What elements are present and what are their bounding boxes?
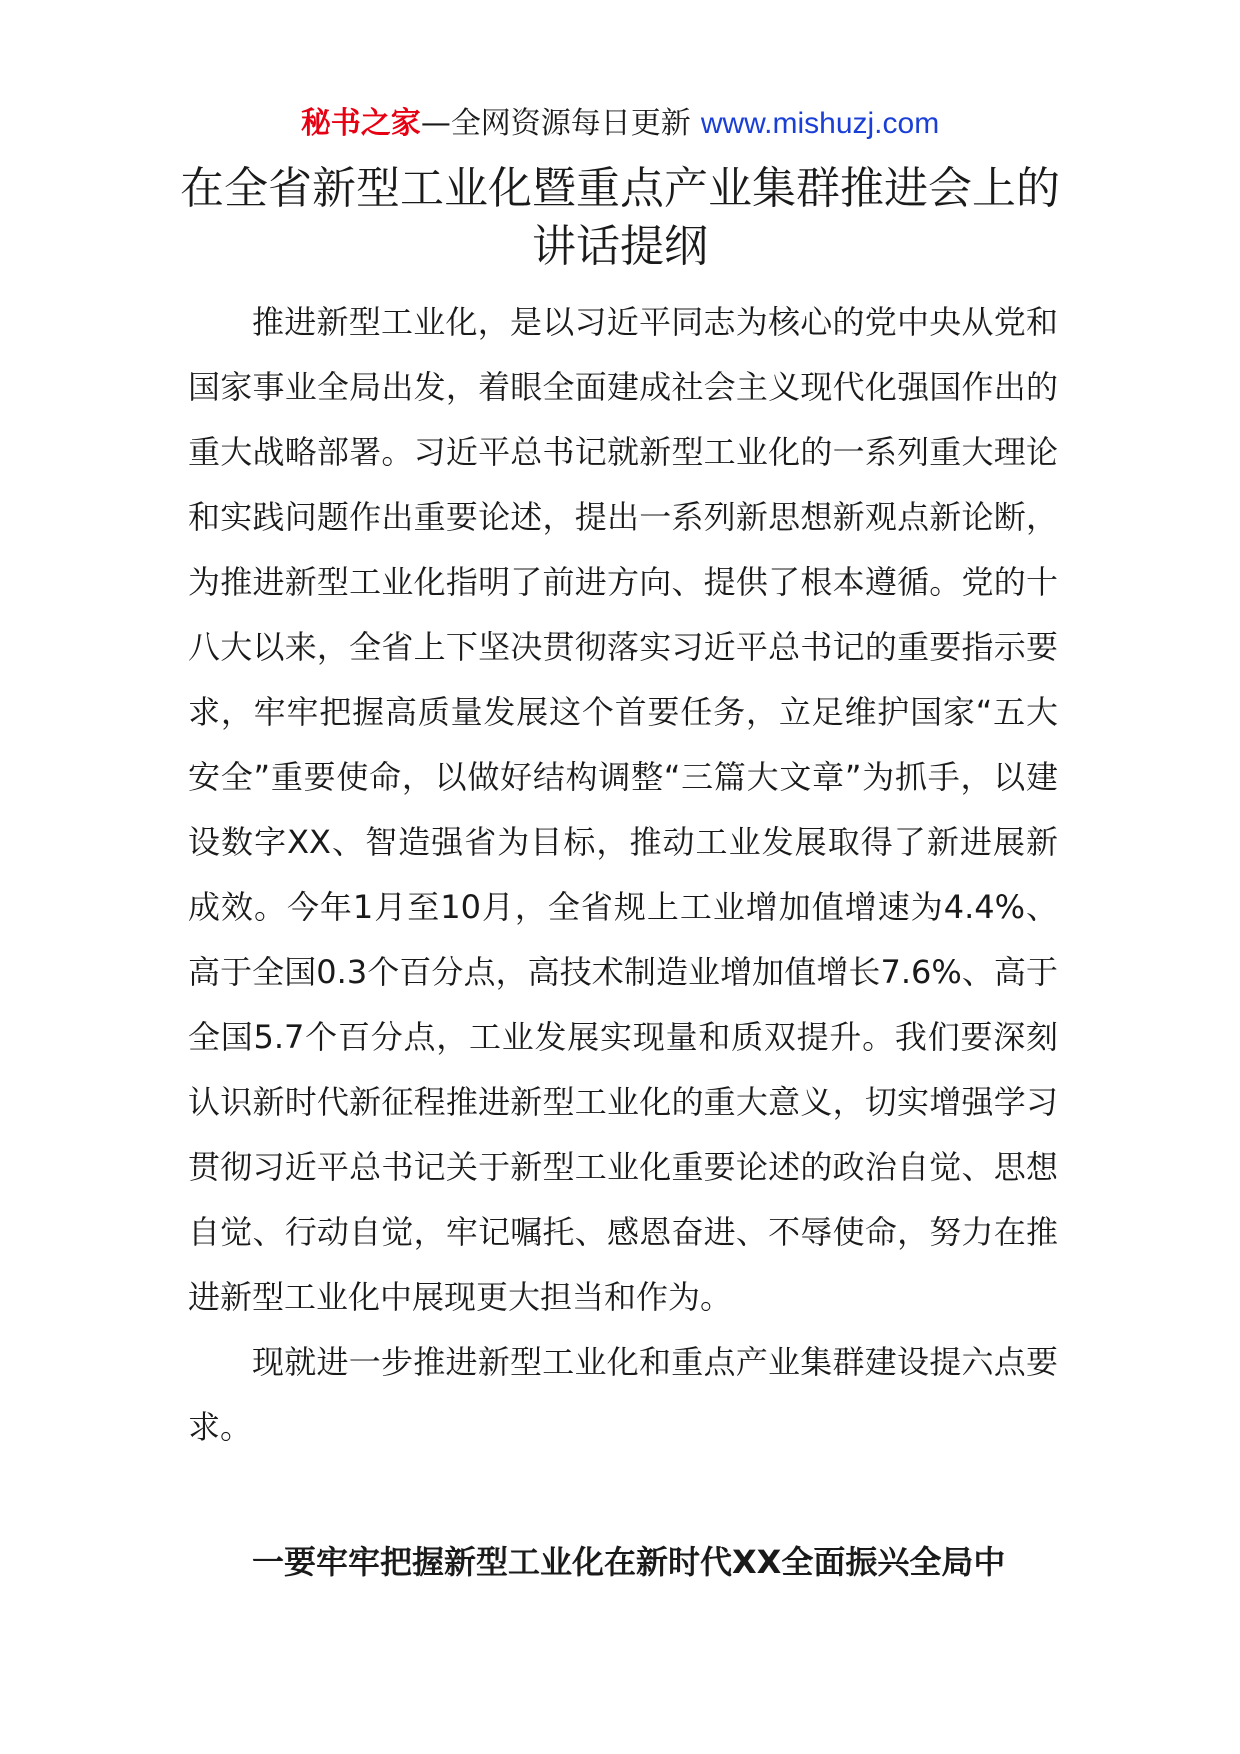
document-body bbox=[188, 290, 1058, 1460]
body-paragraph: 推进新型工业化，是以习近平同志为核心的党中央从党和国家事业全局出发，着眼全面建成社会主义现代化强国作出的重大战略部署。习近平总书记就新型工业化的一系列重大理论和实践问题作出重要论述，提出一系列新思想新观点新论断，为推进新型工业化指明了前进方向、提供了根本遵循。党的十八大以来，全省上下坚决贯彻落实习近平总书记的重要指示要求，牢牢把握高质量发展这个首要任务，立足维护国家“五大安全”重要使命，以做好结构调整“三篇大文章”为抓手，以建设数字XX、智造强省为目标，推动工业发展取得了新进展新成效。今年1月至10月，全省规上工业增加值增速为4.4%、高于全国0.3个百分点，高技术制造业增加值增长7.6%、高于全国5.7个百分点，工业发展实现量和质双提升。我们要深刻认识新时代新征程推进新型工业化的重大意义，切实增强学习贯彻习近平总书记关于新型工业化重要论述的政治自觉、思想自觉、行动自觉，牢记嘱托、感恩奋进、不辱使命，努力在推进新型工业化中展现更大担当和作为。 bbox=[188, 303, 1058, 1316]
site-header bbox=[0, 100, 1240, 148]
site-url-link[interactable]: www.mishuzj.com bbox=[700, 107, 940, 140]
site-tagline: —全网资源每日更新 bbox=[420, 106, 691, 141]
section-heading: 一要牢牢把握新型工业化在新时代XX全面振兴全局中 bbox=[252, 1543, 1006, 1581]
body-paragraph: 现就进一步推进新型工业化和重点产业集群建设提六点要求。 bbox=[188, 1343, 1058, 1446]
brand-name: 秘书之家 bbox=[300, 106, 421, 141]
document-title: 在全省新型工业化暨重点产业集群推进会上的讲话提纲 bbox=[180, 163, 1060, 272]
